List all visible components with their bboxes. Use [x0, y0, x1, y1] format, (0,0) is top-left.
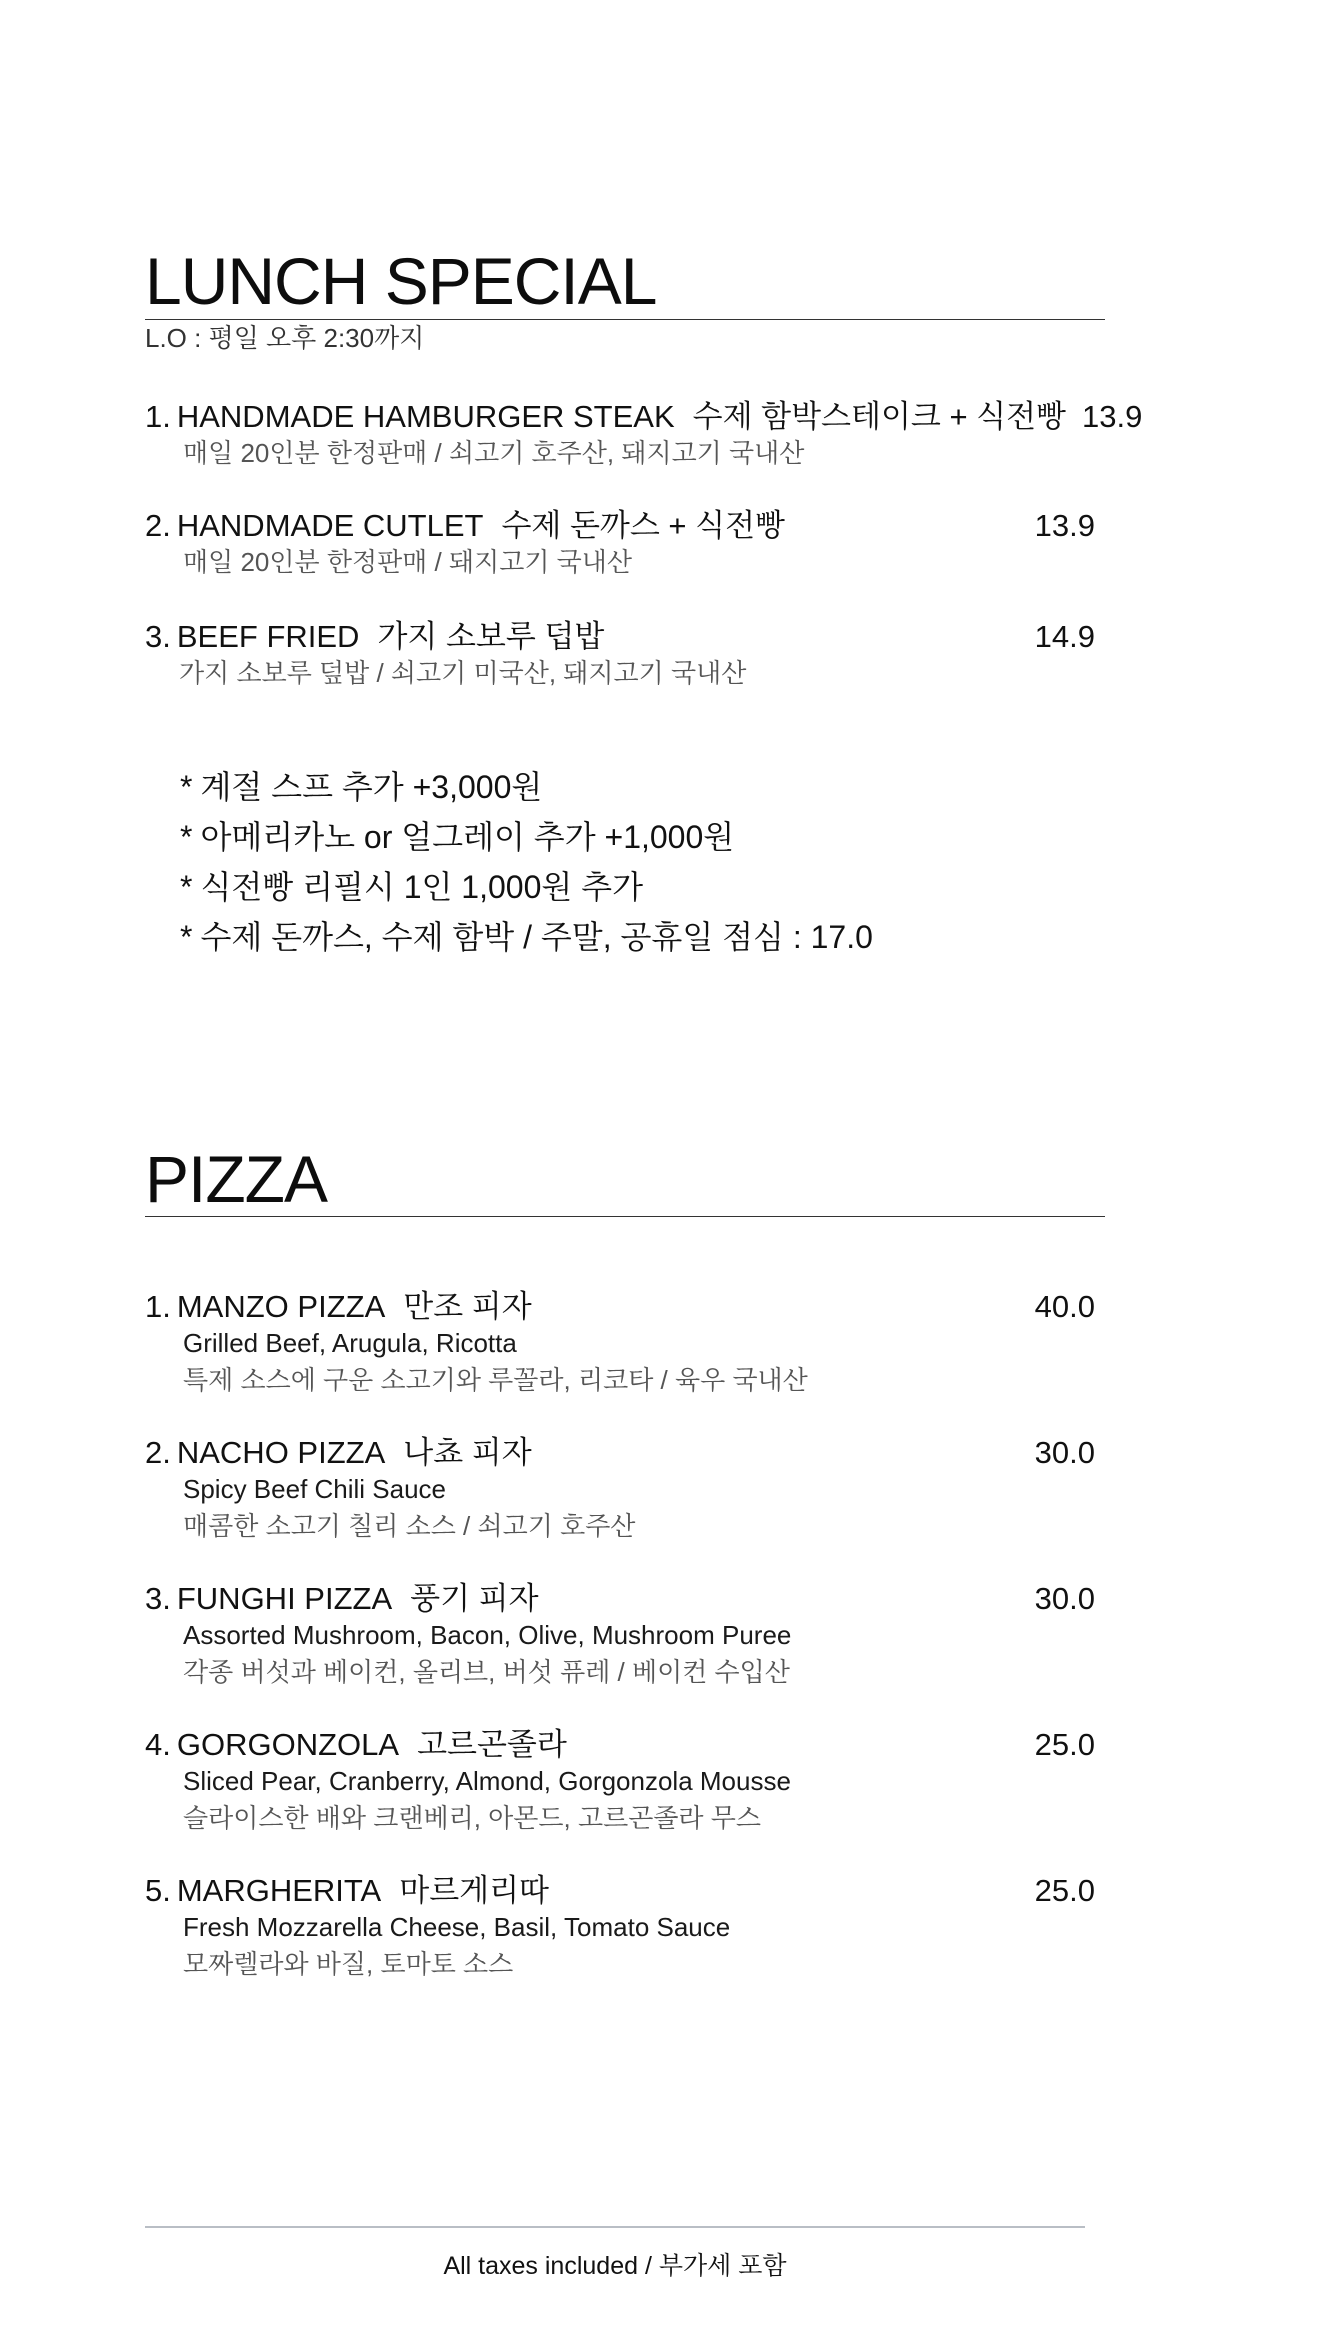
lunch-item: [145, 618, 1095, 692]
pizza-item-header: [145, 1872, 1095, 1909]
item-name-ko: 만조 피자: [403, 1289, 532, 1324]
lunch-item-name: [145, 507, 785, 544]
lunch-item: [145, 398, 1143, 472]
pizza-item-name: [145, 1434, 532, 1471]
item-name-ko: 수제 돈까스 + 식전빵: [501, 508, 785, 543]
item-description: 매일 20인분 한정판매 / 돼지고기 국내산: [183, 547, 633, 578]
item-name-en: NACHO PIZZA: [176, 1435, 386, 1470]
item-description-ko: 모짜렐라와 바질, 토마토 소스: [183, 1948, 514, 1979]
lunch-item-header: [145, 618, 1095, 655]
asterisk-mark: *: [180, 919, 193, 955]
item-name-ko: 고르곤졸라: [417, 1727, 567, 1762]
item-name-ko: 마르게리따: [399, 1873, 549, 1908]
item-name-en: GORGONZOLA: [176, 1727, 400, 1762]
lunch-item: [145, 507, 1095, 581]
item-description: 가지 소보루 덮밥 / 쇠고기 미국산, 돼지고기 국내산: [179, 658, 747, 689]
pizza-item: [145, 1580, 1095, 1690]
item-number: 4.: [145, 1727, 171, 1762]
lunch-item-name: [145, 398, 1066, 435]
pizza-item: [145, 1288, 1095, 1398]
item-name-en: MARGHERITA: [176, 1873, 382, 1908]
item-name-ko: 수제 함박스테이크 + 식전빵: [692, 399, 1067, 434]
pizza-item-name: [145, 1580, 539, 1617]
item-description-en: Assorted Mushroom, Bacon, Olive, Mushroom Puree: [183, 1620, 792, 1651]
lunch-note: [180, 912, 873, 962]
pizza-item-name: [145, 1288, 532, 1325]
item-description-ko: 각종 버섯과 베이컨, 올리브, 버섯 퓨레 / 베이컨 수입산: [183, 1656, 790, 1687]
item-description-en: Fresh Mozzarella Cheese, Basil, Tomato Sauce: [183, 1912, 731, 1943]
pizza-item: [145, 1872, 1095, 1982]
item-name-en: MANZO PIZZA: [176, 1289, 386, 1324]
item-description-ko: 특제 소스에 구운 소고기와 루꼴라, 리코타 / 육우 국내산: [183, 1364, 808, 1395]
item-number: 5.: [145, 1873, 171, 1908]
lunch-title-divider: [145, 319, 1105, 320]
item-price: 14.9: [1034, 619, 1095, 654]
pizza-item-name: [145, 1726, 567, 1763]
lunch-note-text: 아메리카노 or 얼그레이 추가 +1,000원: [200, 819, 735, 855]
item-name-ko: 나쵸 피자: [403, 1435, 532, 1470]
item-name-en: FUNGHI PIZZA: [176, 1581, 393, 1616]
item-description-en: Spicy Beef Chili Sauce: [183, 1474, 447, 1505]
item-price: 25.0: [1034, 1727, 1095, 1762]
item-name-ko: 가지 소보루 덥밥: [377, 619, 605, 654]
item-price: 25.0: [1034, 1873, 1095, 1908]
asterisk-mark: *: [180, 769, 193, 805]
pizza-section-title: PIZZA: [145, 1142, 328, 1216]
item-price: 30.0: [1034, 1435, 1095, 1470]
pizza-item-header: [145, 1434, 1095, 1471]
item-number: 3.: [145, 1581, 171, 1616]
pizza-item-name: [145, 1872, 549, 1909]
last-order-note: L.O : 평일 오후 2:30까지: [145, 323, 425, 353]
tax-note: All taxes included / 부가세 포함: [443, 2252, 787, 2280]
lunch-note: [180, 862, 873, 912]
item-description-ko: 슬라이스한 배와 크랜베리, 아몬드, 고르곤졸라 무스: [183, 1802, 762, 1833]
pizza-item-header: [145, 1288, 1095, 1325]
pizza-title-divider: [145, 1216, 1105, 1217]
item-price: 30.0: [1034, 1581, 1095, 1616]
item-number: 1.: [145, 399, 171, 434]
item-name-en: BEEF FRIED: [176, 619, 360, 654]
item-description-en: Grilled Beef, Arugula, Ricotta: [183, 1328, 517, 1359]
lunch-item-header: [145, 398, 1143, 435]
asterisk-mark: *: [180, 819, 193, 855]
pizza-item-header: [145, 1580, 1095, 1617]
footer-divider: [145, 2226, 1085, 2228]
asterisk-mark: *: [180, 869, 193, 905]
item-name-en: HANDMADE CUTLET: [176, 508, 484, 543]
lunch-section-title: LUNCH SPECIAL: [145, 244, 657, 318]
item-price: 40.0: [1034, 1289, 1095, 1324]
item-description-ko: 매콤한 소고기 칠리 소스 / 쇠고기 호주산: [183, 1510, 636, 1541]
item-number: 3.: [145, 619, 171, 654]
item-price: 13.9: [1082, 399, 1143, 434]
item-description-en: Sliced Pear, Cranberry, Almond, Gorgonzola Mousse: [183, 1766, 791, 1797]
lunch-item-name: [145, 618, 604, 655]
lunch-note-text: 식전빵 리필시 1인 1,000원 추가: [200, 869, 644, 905]
item-description: 매일 20인분 한정판매 / 쇠고기 호주산, 돼지고기 국내산: [183, 438, 805, 469]
lunch-note: [180, 812, 873, 862]
item-number: 2.: [145, 508, 171, 543]
item-number: 1.: [145, 1289, 171, 1324]
pizza-item: [145, 1434, 1095, 1544]
lunch-note-text: 수제 돈까스, 수제 함박 / 주말, 공휴일 점심 : 17.0: [200, 919, 873, 955]
lunch-note: [180, 762, 873, 812]
item-number: 2.: [145, 1435, 171, 1470]
item-name-ko: 풍기 피자: [410, 1581, 539, 1616]
pizza-item: [145, 1726, 1095, 1836]
lunch-item-header: [145, 507, 1095, 544]
lunch-note-text: 계절 스프 추가 +3,000원: [200, 769, 543, 805]
item-price: 13.9: [1034, 508, 1095, 543]
item-name-en: HANDMADE HAMBURGER STEAK: [176, 399, 675, 434]
pizza-item-header: [145, 1726, 1095, 1763]
lunch-notes-list: [180, 762, 873, 962]
